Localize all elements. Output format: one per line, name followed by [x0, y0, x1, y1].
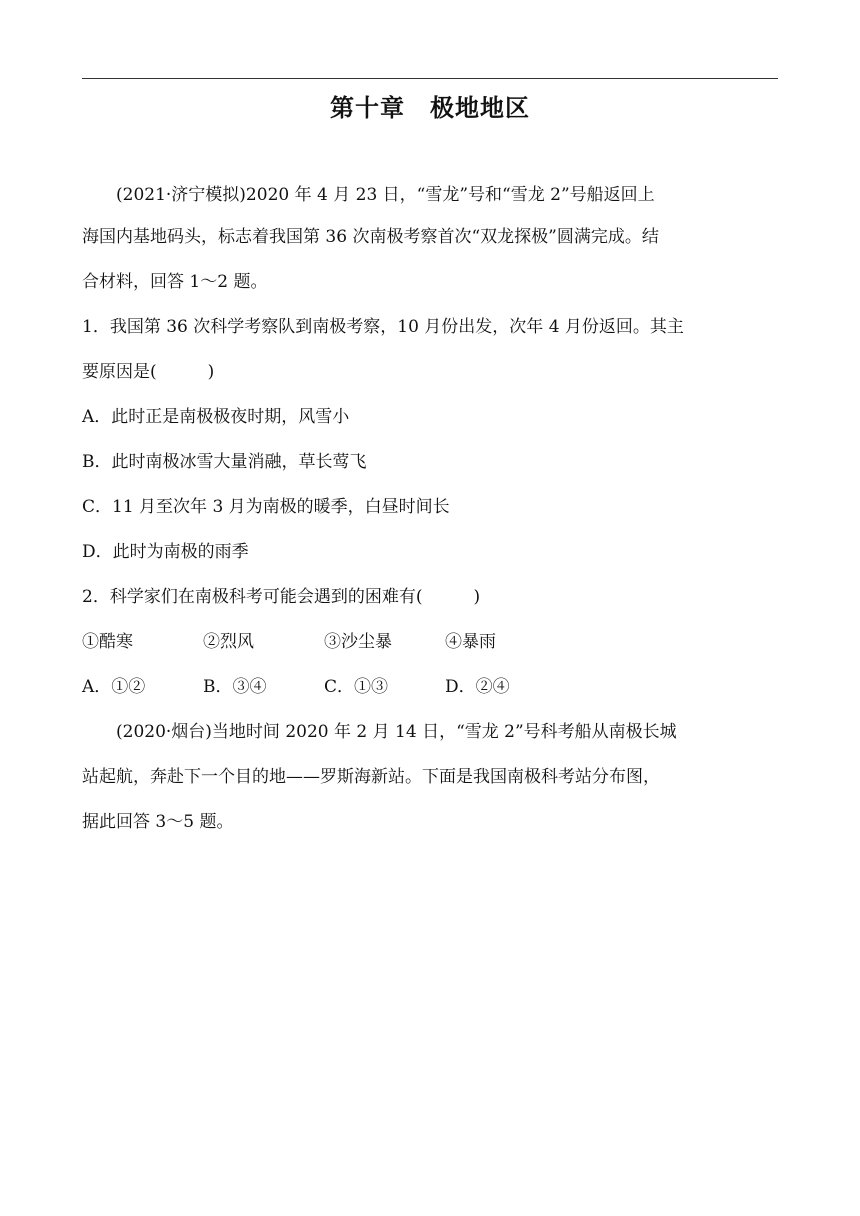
passage1-line-3: 合材料，回答 1～2 题。	[82, 272, 268, 292]
question1-stem-line-2: 要原因是( )	[82, 362, 215, 382]
question2-option-1: ①酷寒	[82, 632, 133, 652]
question2-option-2: ②烈风	[203, 632, 254, 652]
passage1-line-2: 海国内基地码头，标志着我国第 36 次南极考察首次“双龙探极”圆满完成。结	[82, 227, 659, 247]
header-rule	[82, 78, 778, 79]
question2-option-4: ④暴雨	[445, 632, 496, 652]
document-body	[82, 176, 780, 845]
passage2-line-1: (2020·烟台)当地时间 2020 年 2 月 14 日，“雪龙 2”号科考船从南极长城	[116, 722, 677, 742]
page-title: 第十章 极地地区	[330, 94, 530, 122]
passage2-line-2: 站起航，奔赴下一个目的地——罗斯海新站。下面是我国南极科考站分布图，	[82, 767, 660, 787]
question2-choices	[82, 665, 780, 710]
question1-choice-d: D．此时为南极的雨季	[82, 542, 249, 562]
question1-stem-line-1: 1．我国第 36 次科学考察队到南极考察，10 月份出发，次年 4 月份返回。其主	[82, 317, 684, 337]
passage1-line-1: (2021·济宁模拟)2020 年 4 月 23 日，“雪龙”号和“雪龙 2”号船返回上	[116, 185, 655, 205]
question2-choice-c: C．①③	[324, 677, 389, 697]
passage2-line-3: 据此回答 3～5 题。	[82, 812, 234, 832]
question2-stem: 2．科学家们在南极科考可能会遇到的困难有( )	[82, 587, 481, 607]
question2-options	[82, 620, 780, 665]
question1-choice-c: C．11 月至次年 3 月为南极的暖季，白昼时间长	[82, 497, 450, 517]
question2-option-3: ③沙尘暴	[324, 632, 392, 652]
question1-choice-b: B．此时南极冰雪大量消融，草长莺飞	[82, 452, 367, 472]
question1-choice-a: A．此时正是南极极夜时期，风雪小	[82, 407, 350, 427]
question2-choice-a: A．①②	[82, 677, 146, 697]
question2-choice-d: D．②④	[445, 677, 510, 697]
question2-choice-b: B．③④	[203, 677, 267, 697]
